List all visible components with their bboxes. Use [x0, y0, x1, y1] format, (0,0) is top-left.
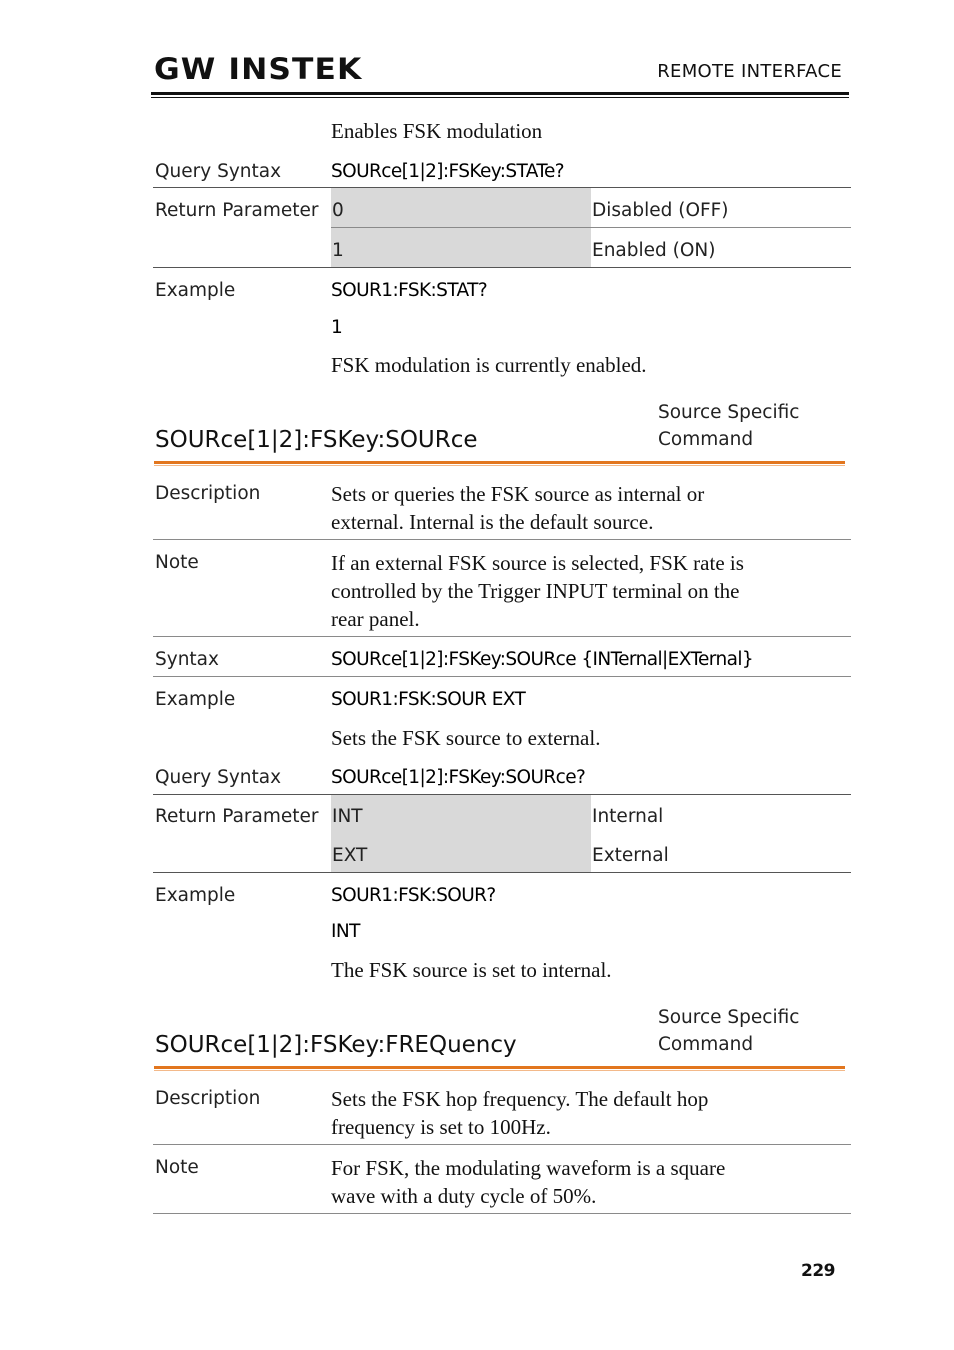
- source-query-syntax: SOURce[1|2]:FSKey:SOURce?: [331, 767, 586, 788]
- divider: [153, 872, 851, 873]
- state-example-label: Example: [155, 280, 236, 301]
- source-example-description: Sets the FSK source to external.: [331, 726, 601, 750]
- command-type-line2: Command: [658, 429, 754, 450]
- command-type-line1: Source Specific: [658, 402, 800, 423]
- state-query-label: Query Syntax: [155, 161, 282, 182]
- state-example-description: FSK modulation is currently enabled.: [331, 353, 647, 377]
- return-value: INT: [332, 806, 363, 827]
- state-example-response: 1: [331, 317, 343, 338]
- source-syntax-label: Syntax: [155, 649, 219, 670]
- section-rule: [154, 461, 845, 464]
- return-value: 1: [332, 240, 344, 261]
- frequency-description-line2: frequency is set to 100Hz.: [331, 1115, 551, 1139]
- source-syntax: SOURce[1|2]:FSKey:SOURce {INTernal|EXTernal}: [331, 649, 754, 670]
- return-value: 0: [332, 200, 344, 221]
- header-rule-thin: [151, 97, 849, 98]
- frequency-note-line2: wave with a duty cycle of 50%.: [331, 1184, 597, 1208]
- frequency-description-line1: Sets the FSK hop frequency. The default hop: [331, 1087, 709, 1111]
- divider: [153, 539, 851, 540]
- section-rule-shadow: [154, 1070, 845, 1071]
- section-rule-shadow: [154, 465, 845, 466]
- divider: [153, 267, 851, 268]
- frequency-note-label: Note: [155, 1157, 199, 1178]
- divider: [153, 636, 851, 637]
- state-return-label: Return Parameter: [155, 200, 319, 221]
- source-description-line1: Sets or queries the FSK source as internal or: [331, 482, 705, 506]
- return-value-column: [331, 795, 591, 872]
- divider: [153, 1144, 851, 1145]
- return-value: EXT: [332, 845, 368, 866]
- source-example-label: Example: [155, 689, 236, 710]
- return-meaning: External: [592, 845, 669, 866]
- divider: [153, 1213, 851, 1214]
- section-rule: [154, 1066, 845, 1069]
- divider: [153, 676, 851, 677]
- source-note-line2: controlled by the Trigger INPUT terminal on the: [331, 579, 740, 603]
- table-row-divider: [331, 227, 851, 228]
- source-description-line2: external. Internal is the default source.: [331, 510, 654, 534]
- state-example-command: SOUR1:FSK:STAT?: [331, 280, 488, 301]
- source-example-command: SOUR1:FSK:SOUR EXT: [331, 689, 526, 710]
- return-meaning: Internal: [592, 806, 664, 827]
- source-example2-label: Example: [155, 885, 236, 906]
- frequency-description-label: Description: [155, 1088, 261, 1109]
- source-note-line1: If an external FSK source is selected, FSK rate is: [331, 551, 744, 575]
- source-example2-description: The FSK source is set to internal.: [331, 958, 612, 982]
- source-description-label: Description: [155, 483, 261, 504]
- header-rule: [151, 92, 849, 95]
- frequency-command-title: SOURce[1|2]:FSKey:FREQuency: [155, 1032, 517, 1058]
- source-example2-response: INT: [331, 921, 360, 942]
- source-query-label: Query Syntax: [155, 767, 282, 788]
- chapter-title: REMOTE INTERFACE: [657, 61, 842, 82]
- source-command-title: SOURce[1|2]:FSKey:SOURce: [155, 427, 478, 453]
- state-query-syntax: SOURce[1|2]:FSKey:STATe?: [331, 161, 564, 182]
- command-type-line1: Source Specific: [658, 1007, 800, 1028]
- frequency-note-line1: For FSK, the modulating waveform is a square: [331, 1156, 726, 1180]
- return-meaning: Disabled (OFF): [592, 200, 729, 221]
- source-return-label: Return Parameter: [155, 806, 319, 827]
- state-description-continued: Enables FSK modulation: [331, 119, 543, 143]
- source-note-line3: rear panel.: [331, 607, 420, 631]
- source-example2-command: SOUR1:FSK:SOUR?: [331, 885, 496, 906]
- command-type-line2: Command: [658, 1034, 754, 1055]
- source-note-label: Note: [155, 552, 199, 573]
- page-number: 229: [801, 1261, 835, 1281]
- brand-logo: GW INSTEK: [154, 52, 363, 86]
- return-meaning: Enabled (ON): [592, 240, 716, 261]
